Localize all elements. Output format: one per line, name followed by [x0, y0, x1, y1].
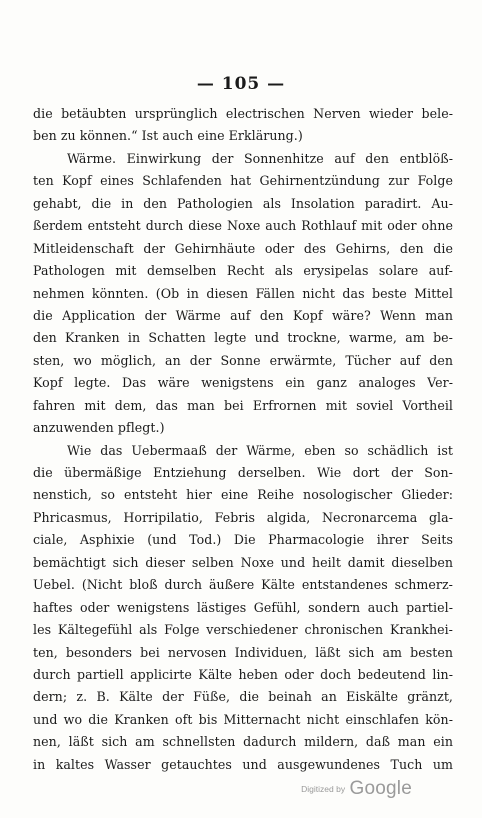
text-line: gehabt, die in den Pathologien als Insolation paradirt. Au- [33, 195, 453, 211]
text-line: les Kältegefühl als Folge verschiedener chronischen Krankhei- [33, 622, 453, 638]
text-line: Kopf legte. Das wäre wenigstens ein ganz analoges Ver- [33, 375, 453, 391]
google-watermark [301, 778, 412, 800]
text-line: Uebel. (Nicht bloß durch äußere Kälte entstandenes schmerz- [33, 577, 453, 593]
text-line: anzuwenden pflegt.) [33, 420, 165, 436]
text-line: dern; z. B. Kälte der Füße, die beinah an Eiskälte gränzt, [33, 689, 453, 705]
text-line: ten, besonders bei nervosen Individuen, läßt sich am besten [33, 644, 453, 660]
text-line: fahren mit dem, das man bei Erfrornen mit soviel Vortheil [33, 397, 453, 413]
text-line: die betäubten ursprünglich electrischen Nerven wieder bele- [33, 106, 453, 121]
text-line: ten Kopf eines Schlafenden hat Gehirnentzündung zur Folge [33, 173, 453, 189]
google-logo: Google [349, 778, 412, 799]
text-line: haftes oder wenigstens lästiges Gefühl, sondern auch partiel- [33, 599, 453, 615]
text-line: Pathologen mit demselben Recht als erysipelas solare auf- [33, 263, 453, 279]
text-line: ciale, Asphixie (und Tod.) Die Pharmacologie ihrer Seits [33, 532, 453, 548]
body-text [33, 103, 453, 776]
text-line: bemächtigt sich dieser selben Noxe und heilt damit dieselben [33, 554, 453, 570]
paragraph-start-line: Wie das Uebermaaß der Wärme, eben so schädlich ist [67, 442, 453, 458]
text-line: sten, wo möglich, an der Sonne erwärmte, Tücher auf den [33, 352, 453, 368]
text-line: nenstich, so entsteht hier eine Reihe nosologischer Glieder: [33, 487, 453, 503]
text-line: ßerdem entsteht durch diese Noxe auch Rothlauf mit oder ohne [33, 218, 453, 234]
text-line: nen, läßt sich am schnellsten dadurch mildern, daß man ein [33, 734, 453, 750]
text-line: Mitleidenschaft der Gehirnhäute oder des Gehirns, den die [33, 240, 453, 256]
text-line: die übermäßige Entziehung derselben. Wie dort der Son- [33, 465, 453, 480]
text-line: und wo die Kranken oft bis Mitternacht nicht einschlafen kön- [33, 711, 453, 727]
text-line: in kaltes Wasser getauchtes und ausgewundenes Tuch um [33, 756, 453, 772]
text-line: ben zu können.“ Ist auch eine Erklärung.) [33, 128, 303, 144]
text-line: durch partiell applicirte Kälte heben oder doch bedeutend lin- [33, 666, 453, 682]
page-number: — 105 — [196, 74, 286, 94]
watermark-prefix: Digitized by [301, 784, 346, 794]
text-line: nehmen könnten. (Ob in diesen Fällen nicht das beste Mittel [33, 285, 453, 301]
text-line: die Application der Wärme auf den Kopf wäre? Wenn man [33, 307, 453, 323]
paragraph-start-line: Wärme. Einwirkung der Sonnenhitze auf den entblöß- [67, 150, 453, 166]
text-line: Phricasmus, Horripilatio, Febris algida, Necronarcema gla- [33, 509, 453, 525]
text-line: den Kranken in Schatten legte und trockne, warme, am be- [33, 330, 453, 346]
